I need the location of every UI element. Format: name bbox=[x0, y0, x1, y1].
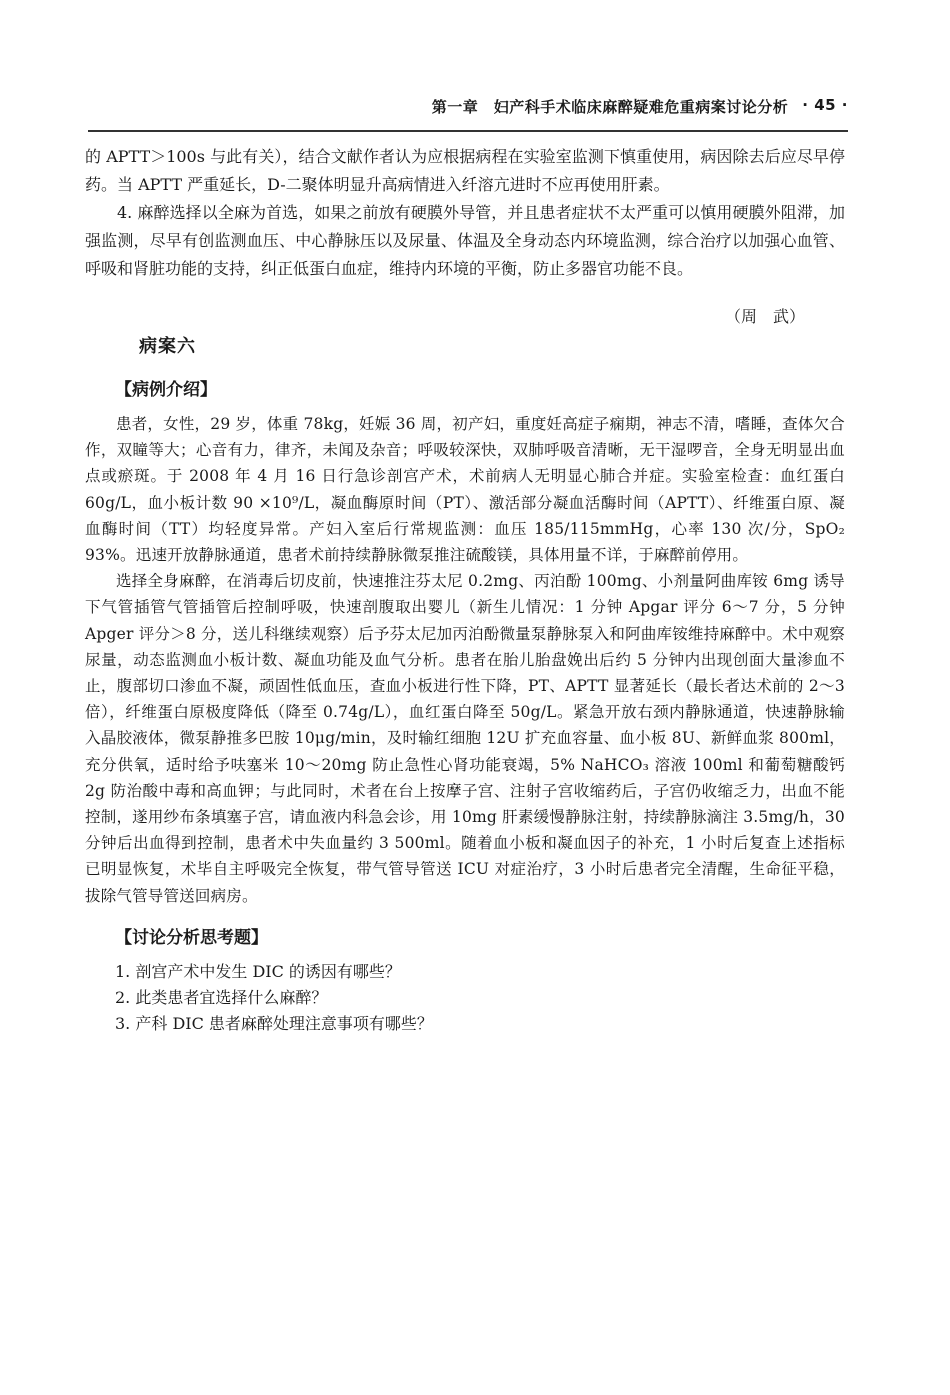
running-header bbox=[88, 96, 848, 132]
case-intro-heading: 【病例介绍】 bbox=[115, 380, 217, 400]
discussion-question-list bbox=[85, 959, 845, 1037]
page-number: · 45 · bbox=[802, 96, 848, 114]
case-description bbox=[85, 411, 845, 909]
case-title: 病案六 bbox=[139, 336, 196, 357]
case-paragraph-1: 患者，女性，29 岁，体重 78kg，妊娠 36 周，初产妇，重度妊高症子痫期，神志不清，嗜睡，查体欠合作，双瞳等大；心音有力，律齐，未闻及杂音；呼吸较深快，双肺呼吸音清晰，无干湿啰音，全身无明显出血点或瘀斑。于 2008 年 4 月 16 日行急诊剖宫产术，术前病人无明显心肺合并症。实验室检查：血红蛋白 60g/L，血小板计数 90 ×10⁹/L，凝血酶原时间（PT）、激活部分凝血活酶时间（APTT）、纤维蛋白原、凝血酶时间（TT）均轻度异常。产妇入室后行常规监测：血压 185/115mmHg，心率 130 次/分，SpO₂ 93%。迅速开放静脉通道，患者术前持续静脉微泵推注硫酸镁，具体用量不详，于麻醉前停用。 bbox=[85, 415, 845, 565]
discussion-question-1: 1. 剖宫产术中发生 DIC 的诱因有哪些？ bbox=[115, 961, 401, 981]
continuation-paragraph: 的 APTT＞100s 与此有关），结合文献作者认为应根据病程在实验室监测下慎重使用，病因除去后应尽早停药。当 APTT 严重延长，D-二聚体明显升高病情进入纤溶亢进时不应再使用肝素。 bbox=[85, 147, 845, 194]
page-body bbox=[85, 143, 845, 1037]
discussion-question-2: 2. 此类患者宜选择什么麻醉？ bbox=[115, 987, 328, 1007]
author-signature: （周 武） bbox=[724, 307, 805, 326]
point-4-paragraph: 4. 麻醉选择以全麻为首选，如果之前放有硬膜外导管，并且患者症状不太严重可以慎用硬膜外阻滞，加强监测，尽早有创监测血压、中心静脉压以及尿量、体温及全身动态内环境监测，综合治疗以加强心血管、呼吸和肾脏功能的支持，纠正低蛋白血症，维持内环境的平衡，防止多器官功能不良。 bbox=[85, 203, 845, 278]
case-paragraph-2: 选择全身麻醉，在消毒后切皮前，快速推注芬太尼 0.2mg、丙泊酚 100mg、小剂量阿曲库铵 6mg 诱导下气管插管气管插管后控制呼吸，快速剖腹取出婴儿（新生儿情况：1 分钟 Apgar 评分 6～7 分，5 分钟 Apger 评分＞8 分，送儿科继续观察）后予芬太尼加丙泊酚微量泵静脉泵入和阿曲库铵维持麻醉中。术中观察尿量，动态监测血小板计数、凝血功能及血气分析。患者在胎儿胎盘娩出后约 5 分钟内出现创面大量渗血不止，腹部切口渗血不凝，顽固性低血压，查血小板进行性下降，PT、APTT 显著延长（最长者达术前的 2～3 倍），纤维蛋白原极度降低（降至 0.74g/L），血红蛋白降至 50g/L。紧急开放右颈内静脉通道，快速静脉输入晶胶液体，微泵静推多巴胺 10μg/min，及时输红细胞 12U 扩充血容量、血小板 8U、新鲜血浆 800ml，充分供氧，适时给予呋塞米 10～20mg 防止急性心肾功能衰竭，5% NaHCO₃ 溶液 100ml 和葡萄糖酸钙 2g 防治酸中毒和高血钾；与此同时，术者在台上按摩子宫、注射子宫收缩药后，子宫仍收缩乏力，出血不能控制，遂用纱布条填塞子宫，请血液内科急会诊，用 10mg 肝素缓慢静脉注射，持续静脉滴注 3.5mg/h，30 分钟后出血得到控制，患者术中失血量约 3 500ml。随着血小板和凝血因子的补充，1 小时后复查上述指标已明显恢复，术毕自主呼吸完全恢复，带气管导管送 ICU 对症治疗，3 小时后患者完全清醒，生命征平稳，拔除气管导管送回病房。 bbox=[85, 572, 845, 905]
chapter-title: 第一章 妇产科手术临床麻醉疑难危重病案讨论分析 bbox=[431, 98, 789, 116]
discussion-heading: 【讨论分析思考题】 bbox=[115, 927, 268, 948]
discussion-question-3: 3. 产科 DIC 患者麻醉处理注意事项有哪些？ bbox=[115, 1013, 433, 1033]
